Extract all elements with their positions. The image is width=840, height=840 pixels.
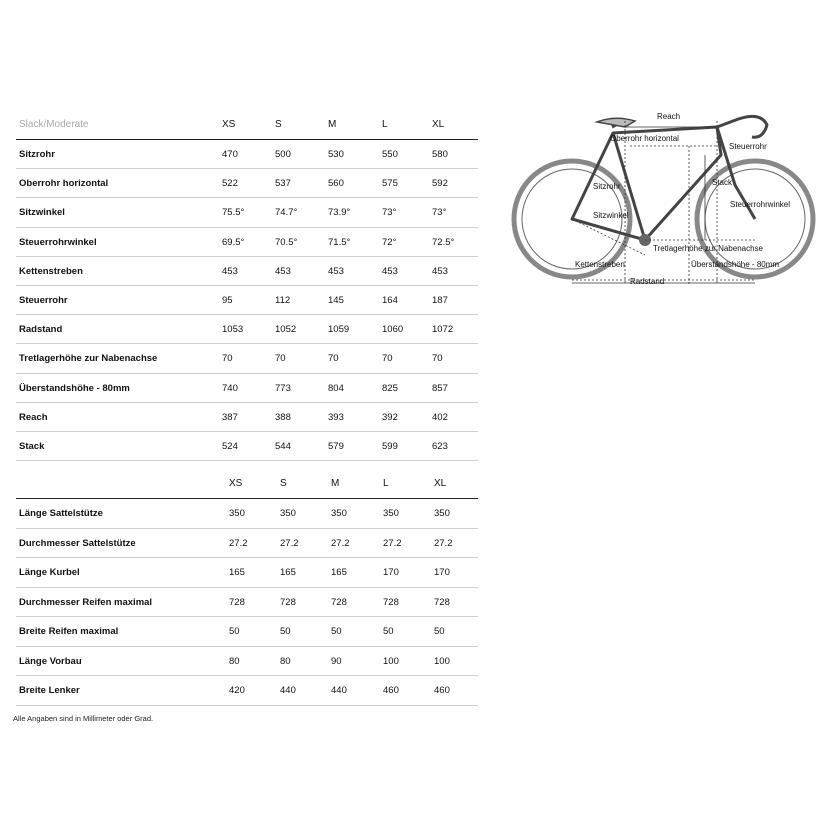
row-value: 73° bbox=[432, 207, 447, 219]
size-header-xl: XL bbox=[434, 478, 447, 489]
row-label: Breite Reifen maximal bbox=[19, 626, 119, 637]
row-label: Durchmesser Sattelstütze bbox=[19, 537, 136, 549]
row-value: 80 bbox=[280, 655, 291, 667]
table-row bbox=[16, 315, 478, 344]
label-sitzrohr: Sitzrohr bbox=[593, 182, 621, 191]
row-label: Steuerrohr bbox=[19, 294, 68, 306]
size-header-s: S bbox=[275, 119, 282, 130]
row-value: 90 bbox=[331, 655, 342, 667]
table-row bbox=[16, 374, 478, 403]
table-title: Slack/Moderate bbox=[19, 119, 89, 130]
row-value: 580 bbox=[432, 149, 448, 160]
size-header-s: S bbox=[280, 478, 287, 489]
table-row bbox=[16, 499, 478, 529]
row-value: 350 bbox=[383, 508, 399, 519]
row-value: 27.2 bbox=[331, 537, 350, 549]
row-value: 27.2 bbox=[434, 537, 453, 549]
row-value: 112 bbox=[275, 294, 291, 306]
footnote: Alle Angaben sind in Millimeter oder Grad. bbox=[13, 714, 154, 723]
table-row bbox=[16, 617, 478, 647]
label-steuerrohrwinkel: Steuerrohrwinkel bbox=[730, 200, 791, 209]
row-value: 70 bbox=[382, 353, 393, 365]
row-value: 145 bbox=[328, 294, 344, 306]
row-value: 420 bbox=[229, 685, 245, 696]
row-value: 592 bbox=[432, 178, 448, 190]
row-value: 71.5° bbox=[328, 236, 351, 248]
row-value: 387 bbox=[222, 411, 238, 423]
row-value: 440 bbox=[280, 685, 296, 696]
row-label: Kettenstreben bbox=[19, 265, 83, 277]
label-kettenstreben: Kettenstreben bbox=[575, 260, 625, 269]
row-value: 453 bbox=[275, 265, 291, 277]
row-value: 70 bbox=[328, 353, 339, 365]
row-label: Sitzrohr bbox=[19, 149, 55, 160]
row-label: Überstandshöhe - 80mm bbox=[19, 382, 130, 394]
row-label: Länge Kurbel bbox=[19, 567, 80, 578]
row-value: 453 bbox=[222, 265, 238, 277]
saddle-icon bbox=[597, 118, 635, 127]
row-label: Radstand bbox=[19, 324, 63, 336]
row-value: 70 bbox=[432, 353, 443, 365]
table-row bbox=[16, 529, 478, 559]
row-value: 773 bbox=[275, 382, 291, 394]
row-value: 165 bbox=[280, 567, 296, 578]
table-row bbox=[16, 558, 478, 588]
row-value: 393 bbox=[328, 411, 344, 423]
row-value: 165 bbox=[331, 567, 347, 578]
row-value: 470 bbox=[222, 149, 238, 160]
row-value: 1052 bbox=[275, 324, 297, 336]
label-steuerrohr: Steuerrohr bbox=[729, 142, 767, 151]
row-value: 165 bbox=[229, 567, 245, 578]
row-value: 453 bbox=[382, 265, 398, 277]
label-reach: Reach bbox=[657, 112, 681, 121]
row-value: 560 bbox=[328, 178, 344, 190]
row-value: 440 bbox=[331, 685, 347, 696]
row-value: 350 bbox=[434, 508, 450, 519]
row-label: Reach bbox=[19, 411, 48, 423]
size-header-l: L bbox=[383, 478, 389, 489]
row-value: 392 bbox=[382, 411, 398, 423]
row-value: 1072 bbox=[432, 324, 454, 336]
row-value: 530 bbox=[328, 149, 344, 160]
row-value: 623 bbox=[432, 440, 448, 452]
table-row bbox=[16, 257, 478, 286]
row-value: 402 bbox=[432, 411, 448, 423]
label-ueberstand: Überstandshöhe - 80mm bbox=[691, 260, 780, 269]
components-table-header bbox=[16, 469, 478, 499]
row-value: 825 bbox=[382, 382, 398, 394]
row-value: 522 bbox=[222, 178, 238, 190]
row-value: 27.2 bbox=[229, 537, 248, 549]
row-value: 73° bbox=[382, 207, 397, 219]
row-value: 728 bbox=[331, 596, 347, 608]
row-value: 579 bbox=[328, 440, 344, 452]
table-row bbox=[16, 588, 478, 618]
row-value: 544 bbox=[275, 440, 291, 452]
row-value: 728 bbox=[383, 596, 399, 608]
row-label: Durchmesser Reifen maximal bbox=[19, 596, 153, 608]
row-value: 804 bbox=[328, 382, 344, 394]
row-value: 27.2 bbox=[280, 537, 299, 549]
row-value: 453 bbox=[328, 265, 344, 277]
table-row bbox=[16, 432, 478, 461]
bike-geometry-diagram bbox=[505, 105, 830, 295]
table-row bbox=[16, 344, 478, 373]
geometry-table bbox=[16, 110, 478, 461]
row-value: 50 bbox=[280, 626, 291, 637]
row-label: Steuerrohrwinkel bbox=[19, 236, 97, 248]
row-value: 537 bbox=[275, 178, 291, 190]
row-value: 575 bbox=[382, 178, 398, 190]
size-header-xs: XS bbox=[229, 478, 243, 489]
row-value: 740 bbox=[222, 382, 238, 394]
row-value: 95 bbox=[222, 294, 233, 306]
row-value: 350 bbox=[229, 508, 245, 519]
row-value: 460 bbox=[383, 685, 399, 696]
label-stack: Stack bbox=[712, 178, 733, 187]
row-value: 50 bbox=[229, 626, 240, 637]
row-value: 74.7° bbox=[275, 207, 298, 219]
label-oberrohr: Oberrohr horizontal bbox=[610, 134, 679, 143]
row-value: 69.5° bbox=[222, 236, 245, 248]
components-table bbox=[16, 469, 478, 706]
table-row bbox=[16, 198, 478, 227]
row-label: Breite Lenker bbox=[19, 685, 80, 696]
size-header-l: L bbox=[382, 119, 388, 130]
size-header-m: M bbox=[331, 478, 340, 489]
row-value: 70 bbox=[275, 353, 286, 365]
row-value: 72.5° bbox=[432, 236, 455, 248]
table-row bbox=[16, 169, 478, 198]
label-tretlager: Tretlagerhöhe zur Nabenachse bbox=[653, 244, 763, 253]
table-row bbox=[16, 647, 478, 677]
row-value: 72° bbox=[382, 236, 397, 248]
row-value: 350 bbox=[331, 508, 347, 519]
row-value: 550 bbox=[382, 149, 398, 160]
row-value: 1060 bbox=[382, 324, 404, 336]
row-value: 460 bbox=[434, 685, 450, 696]
row-label: Tretlagerhöhe zur Nabenachse bbox=[19, 353, 158, 365]
row-value: 453 bbox=[432, 265, 448, 277]
row-value: 80 bbox=[229, 655, 240, 667]
row-value: 1053 bbox=[222, 324, 244, 336]
label-radstand: Radstand bbox=[630, 277, 665, 286]
table-row bbox=[16, 403, 478, 432]
table-row bbox=[16, 676, 478, 706]
size-header-m: M bbox=[328, 119, 337, 130]
row-value: 100 bbox=[383, 655, 399, 667]
row-value: 73.9° bbox=[328, 207, 351, 219]
row-value: 728 bbox=[434, 596, 450, 608]
row-value: 728 bbox=[229, 596, 245, 608]
row-value: 70.5° bbox=[275, 236, 298, 248]
row-value: 524 bbox=[222, 440, 238, 452]
row-value: 350 bbox=[280, 508, 296, 519]
row-value: 70 bbox=[222, 353, 233, 365]
row-value: 187 bbox=[432, 294, 448, 306]
label-sitzwinkel: Sitzwinkel bbox=[593, 211, 629, 220]
row-value: 50 bbox=[434, 626, 445, 637]
row-value: 170 bbox=[383, 567, 399, 578]
row-value: 75.5° bbox=[222, 207, 245, 219]
size-header-xs: XS bbox=[222, 119, 236, 130]
row-value: 388 bbox=[275, 411, 291, 423]
row-value: 27.2 bbox=[383, 537, 402, 549]
row-label: Länge Vorbau bbox=[19, 655, 82, 667]
row-label: Oberrohr horizontal bbox=[19, 178, 109, 190]
size-header-xl: XL bbox=[432, 119, 445, 130]
row-value: 100 bbox=[434, 655, 450, 667]
geometry-table-header bbox=[16, 110, 478, 140]
row-value: 1059 bbox=[328, 324, 350, 336]
table-row bbox=[16, 228, 478, 257]
row-label: Länge Sattelstütze bbox=[19, 508, 103, 519]
row-value: 50 bbox=[383, 626, 394, 637]
row-value: 50 bbox=[331, 626, 342, 637]
row-value: 728 bbox=[280, 596, 296, 608]
row-value: 170 bbox=[434, 567, 450, 578]
row-value: 599 bbox=[382, 440, 398, 452]
row-label: Sitzwinkel bbox=[19, 207, 65, 219]
row-value: 500 bbox=[275, 149, 291, 160]
row-value: 857 bbox=[432, 382, 448, 394]
table-row bbox=[16, 286, 478, 315]
row-label: Stack bbox=[19, 440, 45, 452]
table-row bbox=[16, 140, 478, 169]
row-value: 164 bbox=[382, 294, 398, 306]
